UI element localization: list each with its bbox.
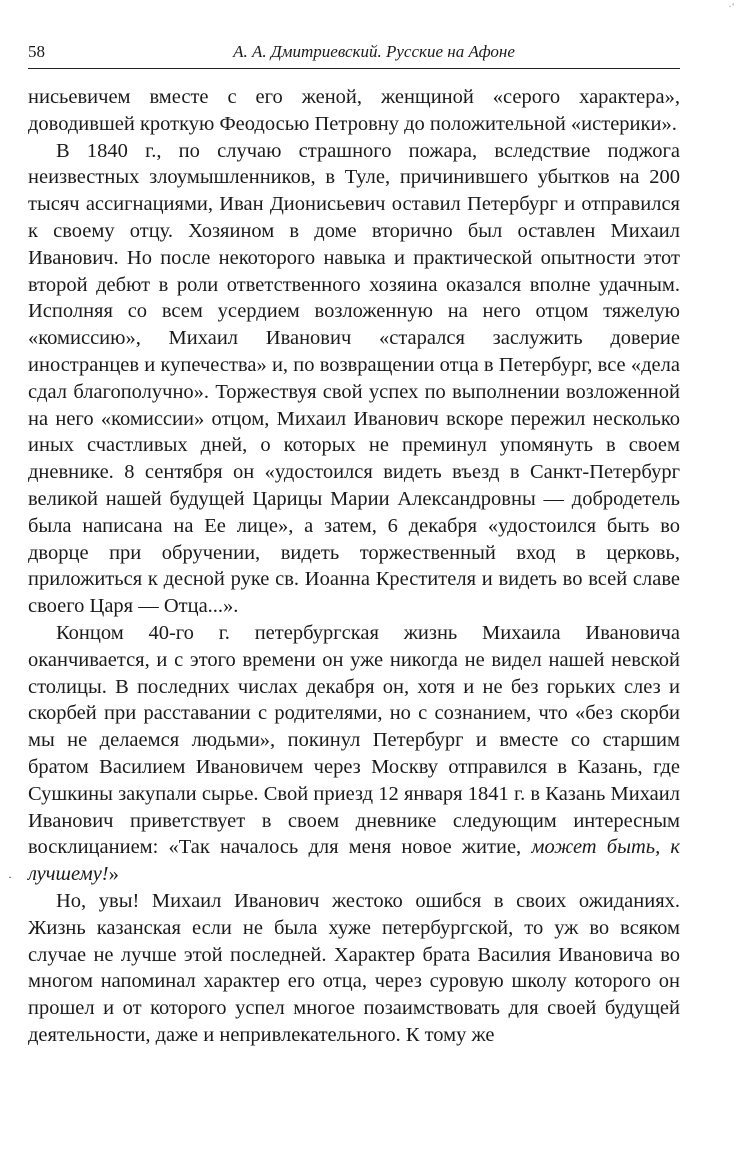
scan-dot-mark: · [8,870,12,884]
paragraph-3-italic: может быть, к лучшему! [28,836,680,886]
scan-corner-mark: ·‘ [728,2,735,13]
running-title: А. А. Дмитриевский. Русские на Афоне [233,42,515,61]
body-text [28,84,680,1049]
paragraph-4 [28,888,680,1049]
paragraph-1-text: нисьевичем вместе с его женой, женщиной «серого характера», доводившей кроткую Феодосью Петровну до положительной «истерики». [28,86,680,135]
paragraph-1 [28,84,680,138]
paragraph-3-text: Концом 40-го г. петербургская жизнь Михаила Ивановича оканчивается, и с этого времени он уже никогда не видел нашей невской столицы. В последних числах декабря он, хотя и не без горьких слез и скорбей при расставании с родителями, но с сознанием, что «без скорби мы не делаемся людьми», покинул Петербург и вместе со старшим братом Василием Ивановичем через Москву отправился в Казань, где Сушкины закупали сырье. Свой приезд 12 января 1841 г. в Казань Михаил Иванович приветствует в своем дневнике следующим интересным восклицанием: «Так началось для меня новое житие, [28,621,680,859]
paragraph-3-tail: » [108,863,119,886]
paragraph-2 [28,138,680,620]
page-header [28,38,680,69]
paragraph-2-text: В 1840 г., по случаю страшного пожара, вследствие поджога неизвестных злоумышленников, в Туле, причинившего убытков на 200 тысяч ассигнациями, Иван Дионисьевич оставил Петербург и отправился к своему отцу. Хозяином в доме вторично был оставлен Михаил Иванович. Но после некоторого навыка и практической опытности этот второй дебют в роли ответственного хозяина оказался вполне удачным. Исполняя со всем усердием возложенную на него отцом тяжелую «комиссию», Михаил Иванович «старался заслужить доверие иностранцев и купечества» и, по возвращении отца в Петербург, все «дела сдал благополучно». Торжествуя свой успех по выполнении возложенной на него «комиссии» отцом, Михаил Иванович вскоре пережил несколько иных счастливых дней, о которых не преминул упомянуть в своем дневнике. 8 сентября он «удостоился видеть въезд в Санкт-Петербург великой нашей будущей Царицы Марии Александровны — добродетель была написана на Ее лице», а затем, 6 декабря «удостоился быть во дворце при обручении, видеть торжественный вход в церковь, приложиться к десной руке св. Иоанна Крестителя и видеть во всей славе своего Царя — Отца...». [28,139,680,618]
paragraph-4-text: Но, увы! Михаил Иванович жестоко ошибся в своих ожиданиях. Жизнь казанская если не была хуже петербургской, то уж во всяком случае не лучше этой последней. Характер брата Василия Ивановича во многом напоминал характер его отца, через суровую школу которого он прошел и от которого успел многое позаимствовать для своей будущей деятельности, даже и непривлекательного. К тому же [28,889,680,1046]
paragraph-3 [28,620,680,888]
page-number: 58 [28,42,45,61]
